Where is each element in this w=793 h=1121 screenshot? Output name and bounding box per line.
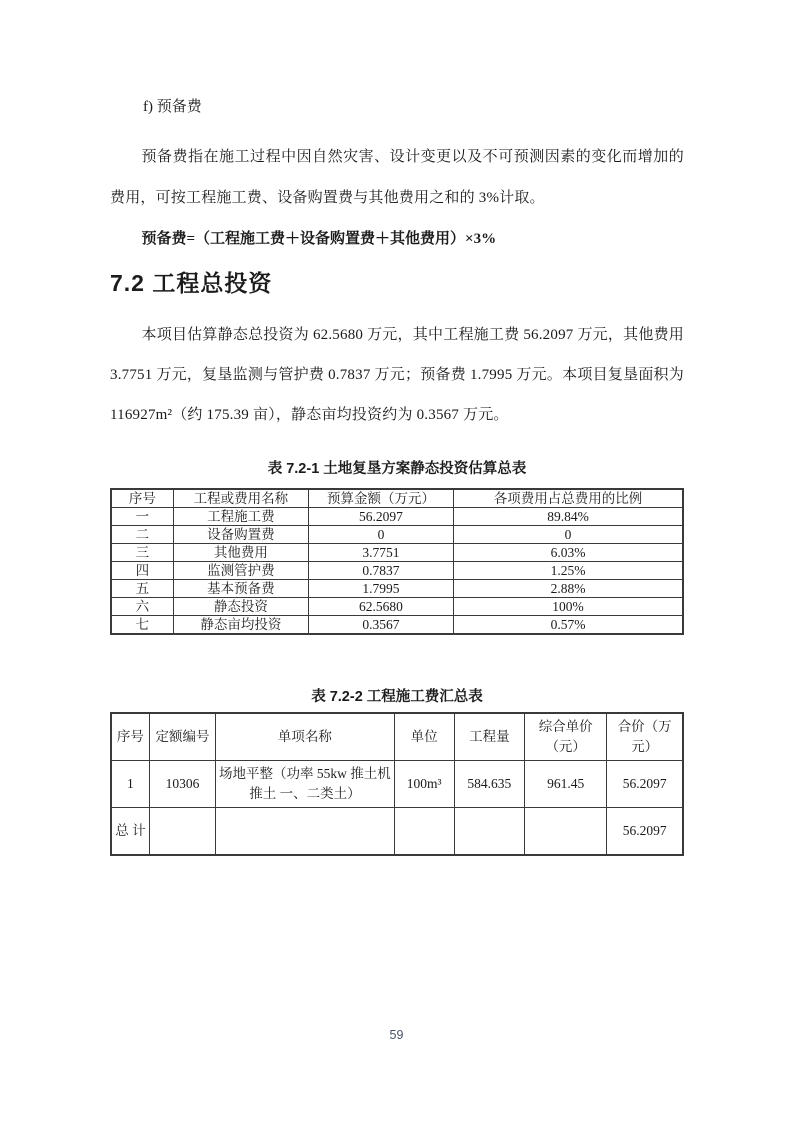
- table-cell: 89.84%: [454, 508, 683, 526]
- table-cell: 监测管护费: [173, 562, 308, 580]
- table-header-cell: 定额编号: [149, 713, 215, 761]
- table2-caption: 表 7.2-2 工程施工费汇总表: [311, 689, 483, 705]
- paragraph-reserve-fee: 预备费指在施工过程中因自然灾害、设计变更以及不可预测因素的变化而增加的费用，可按工程施工费、设备购置费与其他费用之和的 3%计取。: [110, 149, 684, 206]
- construction-cost-summary-table: [110, 712, 684, 856]
- table1-caption: 表 7.2-1 土地复垦方案静态投资估算总表: [267, 461, 527, 477]
- table-cell: 1.7995: [308, 580, 453, 598]
- list-item-f-heading: f) 预备费: [143, 99, 202, 115]
- table-cell: 一: [111, 508, 173, 526]
- table-row: [111, 562, 683, 580]
- table-cell: 1: [111, 761, 149, 808]
- table-header-cell: 序号: [111, 489, 173, 508]
- table-cell: 100%: [454, 598, 683, 616]
- table-header-cell: 工程或费用名称: [173, 489, 308, 508]
- page-content: [110, 0, 684, 856]
- table-cell: 七: [111, 616, 173, 635]
- table-cell: 总 计: [111, 808, 149, 856]
- table-header-cell: 预算金额（万元）: [308, 489, 453, 508]
- table-row: [111, 616, 683, 635]
- table-cell: [454, 808, 524, 856]
- table-header-cell: 合价（万元）: [607, 713, 683, 761]
- table-cell: [394, 808, 454, 856]
- table-cell: 56.2097: [607, 761, 683, 808]
- table-header-row: [111, 713, 683, 761]
- static-investment-summary-table: [110, 488, 684, 635]
- table-header-cell: 综合单价（元）: [525, 713, 607, 761]
- table-cell: 62.5680: [308, 598, 453, 616]
- table-cell: 基本预备费: [173, 580, 308, 598]
- table-cell: [149, 808, 215, 856]
- table-cell: 2.88%: [454, 580, 683, 598]
- table-header-cell: 序号: [111, 713, 149, 761]
- table-cell: 静态投资: [173, 598, 308, 616]
- table-cell: 10306: [149, 761, 215, 808]
- table-cell: 0.7837: [308, 562, 453, 580]
- table-cell: 1.25%: [454, 562, 683, 580]
- table-header-cell: 单项名称: [216, 713, 394, 761]
- table-header-cell: 各项费用占总费用的比例: [454, 489, 683, 508]
- table-cell: 工程施工费: [173, 508, 308, 526]
- table-cell: [216, 808, 394, 856]
- table-cell: 0.3567: [308, 616, 453, 635]
- table-cell: 四: [111, 562, 173, 580]
- table-row: [111, 580, 683, 598]
- page-number: 59: [389, 1028, 404, 1042]
- table-cell: 五: [111, 580, 173, 598]
- table-cell: 584.635: [454, 761, 524, 808]
- table-cell: 100m³: [394, 761, 454, 808]
- table-cell: 6.03%: [454, 544, 683, 562]
- table-cell: 0: [454, 526, 683, 544]
- table-cell: 其他费用: [173, 544, 308, 562]
- table-cell: 六: [111, 598, 173, 616]
- table-header-cell: 工程量: [454, 713, 524, 761]
- table-cell: 三: [111, 544, 173, 562]
- table-cell: [525, 808, 607, 856]
- table-totals-row: [111, 808, 683, 856]
- table-cell: 设备购置费: [173, 526, 308, 544]
- table-cell: 56.2097: [308, 508, 453, 526]
- table-row: [111, 508, 683, 526]
- section-heading-7-2: 7.2 工程总投资: [110, 270, 273, 296]
- paragraph-total-investment: 本项目估算静态总投资为 62.5680 万元，其中工程施工费 56.2097 万元，其他费用 3.7751 万元，复垦监测与管护费 0.7837 万元；预备费 1.7995 万元。本项目复垦面积为 116927m²（约 175.39 亩），静态亩均投资约为 0.3567 万元。: [110, 327, 684, 423]
- table-cell: 56.2097: [607, 808, 683, 856]
- table-cell: 二: [111, 526, 173, 544]
- table-cell: 0: [308, 526, 453, 544]
- table-header-cell: 单位: [394, 713, 454, 761]
- table-cell: 961.45: [525, 761, 607, 808]
- table-row: [111, 526, 683, 544]
- table-cell: 0.57%: [454, 616, 683, 635]
- table-header-row: [111, 489, 683, 508]
- reserve-fee-formula: 预备费=（工程施工费＋设备购置费＋其他费用）×3%: [141, 231, 497, 247]
- table-row: [111, 761, 683, 808]
- table-row: [111, 544, 683, 562]
- table-row: [111, 598, 683, 616]
- table-cell: 静态亩均投资: [173, 616, 308, 635]
- table-cell: 场地平整（功率 55kw 推土机 推土 一、二类土）: [216, 761, 394, 808]
- table-cell: 3.7751: [308, 544, 453, 562]
